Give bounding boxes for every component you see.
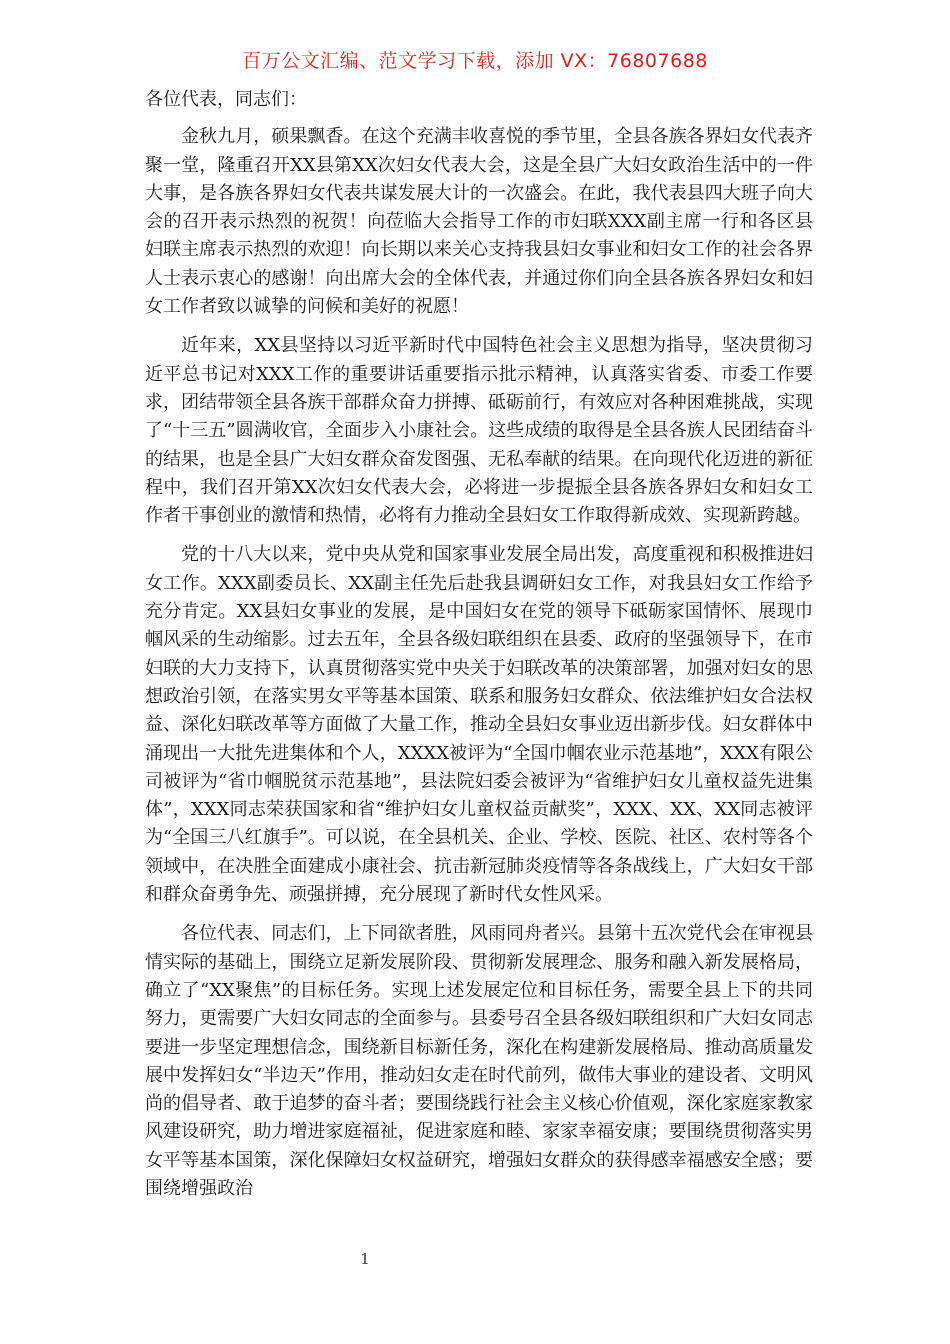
download-banner: 百万公文汇编、范文学习下载，添加 VX：76807688 bbox=[242, 50, 708, 72]
greeting: 各位代表，同志们： bbox=[145, 89, 307, 110]
paragraph-womens-work: 党的十八大以来，党中央从党和国家事业发展全局出发，高度重视和积极推进妇女工作。XXX副委员长、XX副主任先后赴我县调研妇女工作，对我县妇女工作给予充分肯定。XX县妇女事业的发展，是中国妇女在党的领导下砥砺家国情怀、展现巾帼风采的生动缩影。过去五年，全县各级妇联组织在县委、政府的坚强领导下，在市妇联的大力支持下，认真贯彻落实党中央关于妇联改革的决策部署，加强对妇女的思想政治引领，在落实男女平等基本国策、联系和服务妇女群众、依法维护妇女合法权益、深化妇联改革等方面做了大量工作，推动全县妇女事业迈出新步伐。妇女群体中涌现出一大批先进集体和个人，XXXX被评为“全国巾帼农业示范基地”，XXX有限公司被评为“省巾帼脱贫示范基地”，县法院妇委会被评为“省维护妇女儿童权益先进集体”，XXX同志荣获国家和省“维护妇女儿童权益贡献奖”，XXX、XX、XX同志被评为“全国三八红旗手”。可以说，在全县机关、企业、学校、医院、社区、农村等各个领域中，在决胜全面建成小康社会、抗击新冠肺炎疫情等各条战线上，广大妇女干部和群众奋勇争先、顽强拼搏，充分展现了新时代女性风采。 bbox=[145, 544, 813, 906]
paragraph-opening: 金秋九月，硕果飘香。在这个充满丰收喜悦的季节里，全县各族各界妇女代表齐聚一堂，隆重召开XX县第XX次妇女代表大会，这是全县广大妇女政治生活中的一件大事，是各族各界妇女代表共谋发展大计的一次盛会。在此，我代表县四大班子向大会的召开表示热烈的祝贺！向莅临大会指导工作的市妇联XXX副主席一行和各区县妇联主席表示热烈的欢迎！向长期以来关心支持我县妇女事业和妇女工作的社会各界人士表示衷心的感谢！向出席大会的全体代表，并通过你们向全县各族各界妇女和妇女工作者致以诚挚的问候和美好的祝愿！ bbox=[145, 126, 813, 318]
speech-body bbox=[145, 86, 813, 1214]
page-number: 1 bbox=[360, 1250, 370, 1268]
paragraph-achievements: 近年来，XX县坚持以习近平新时代中国特色社会主义思想为指导，坚决贯彻习近平总书记对XXX工作的重要讲话重要指示批示精神，认真落实省委、市委工作要求，团结带领全县各族干部群众奋力拼搏、砥砺前行，有效应对各种困难挑战，实现了“十三五”圆满收官，全面步入小康社会。这些成绩的取得是全县各族人民团结奋斗的结果，也是全县广大妇女群众奋发图强、无私奉献的结果。在向现代化迈进的新征程中，我们召开第XX次妇女代表大会，必将进一步提振全县各族各界妇女和妇女工作者干事创业的激情和热情，必将有力推动全县妇女工作取得新成效、实现新跨越。 bbox=[145, 335, 813, 527]
paragraph-call-to-action: 各位代表、同志们，上下同欲者胜，风雨同舟者兴。县第十五次党代会在审视县情实际的基础上，围绕立足新发展阶段、贯彻新发展理念、服务和融入新发展格局，确立了“XX聚焦”的目标任务。实现上述发展定位和目标任务，需要全县上下的共同努力，更需要广大妇女同志的全面参与。县委号召全县各级妇联组织和广大妇女同志要进一步坚定理想信念，围绕新目标新任务，深化在构建新发展格局、推动高质量发展中发挥妇女“半边天”作用，推动妇女走在时代前列，做伟大事业的建设者、文明风尚的倡导者、敢于追梦的奋斗者；要围绕践行社会主义核心价值观，深化家庭家教家风建设研究，助力增进家庭福祉，促进家庭和睦、家家幸福安康；要围绕贯彻落实男女平等基本国策，深化保障妇女权益研究，增强妇女群众的获得感幸福感安全感；要围绕增强政治 bbox=[145, 923, 813, 1199]
